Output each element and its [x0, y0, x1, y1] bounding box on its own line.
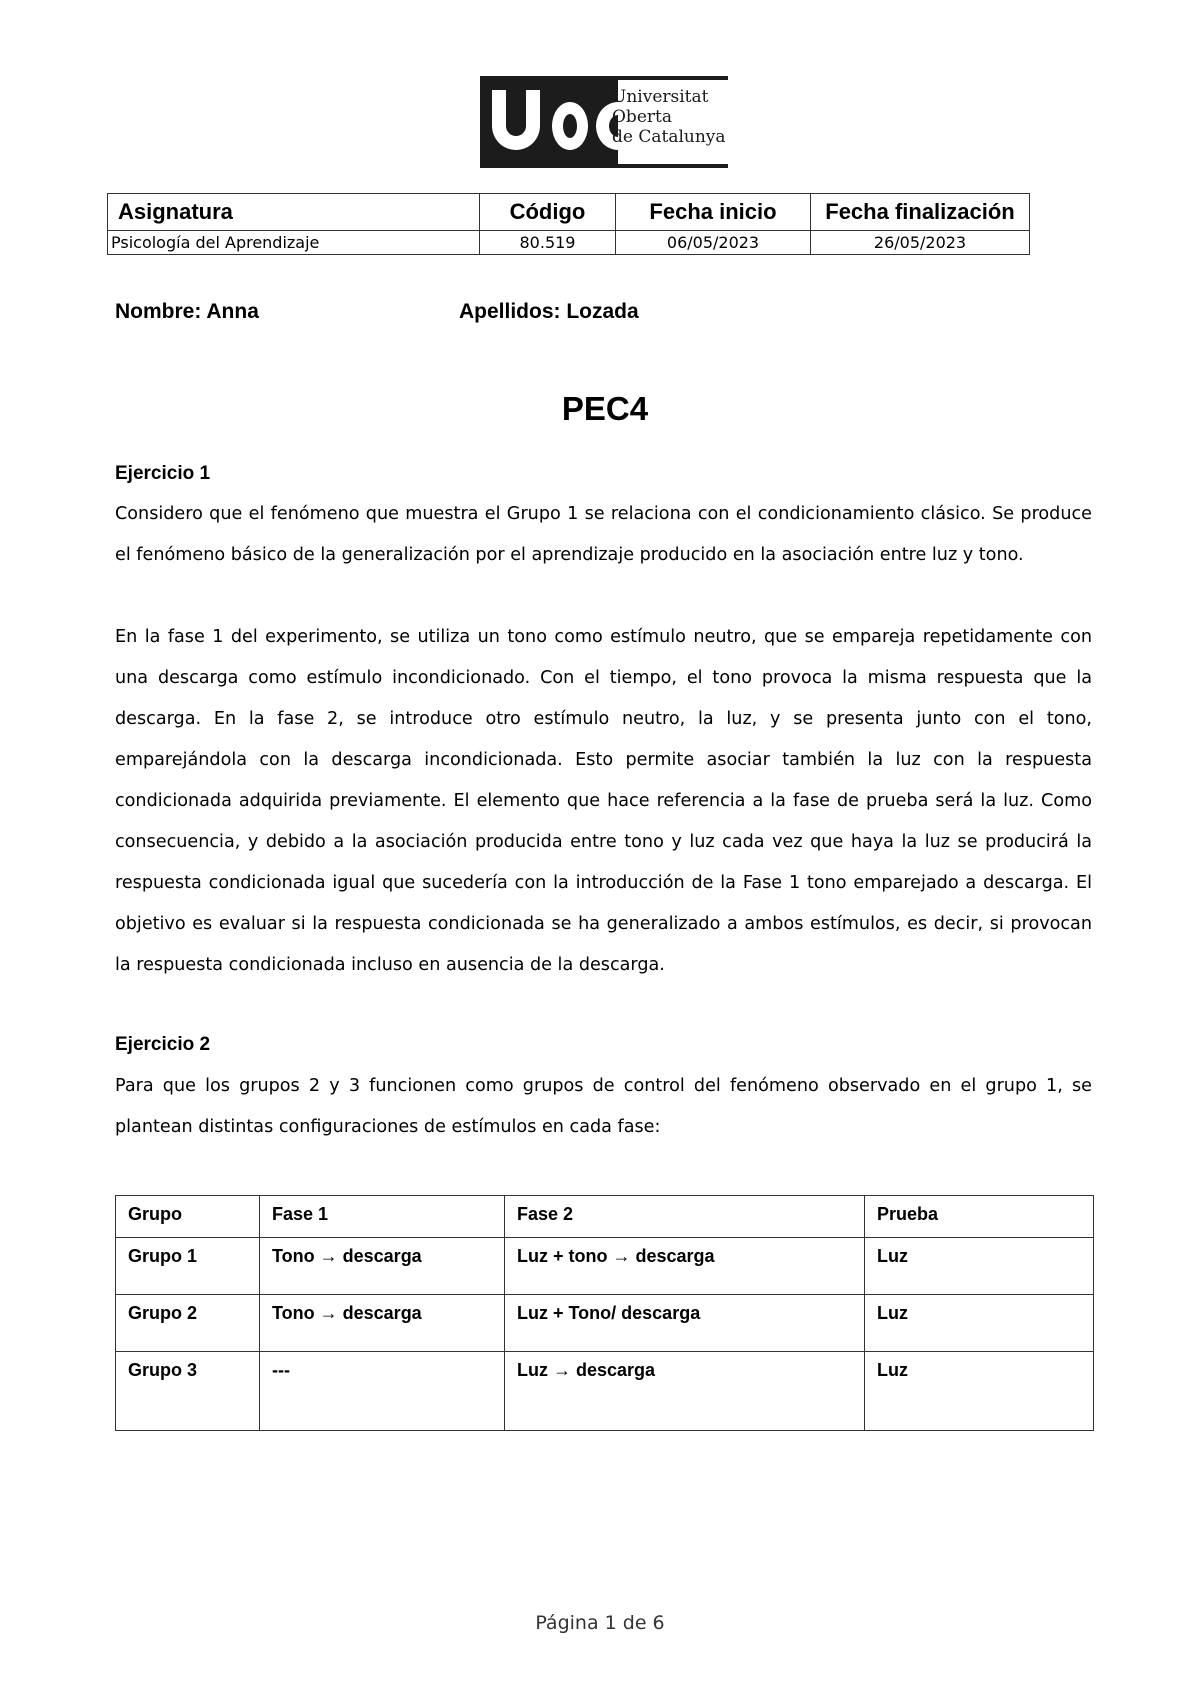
logo-line-3: de Catalunya — [612, 127, 726, 147]
header-fase-1: Fase 1 — [260, 1196, 505, 1238]
value-fecha-finalizacion: 26/05/2023 — [811, 231, 1030, 255]
value-codigo: 80.519 — [480, 231, 616, 255]
header-fecha-inicio: Fecha inicio — [616, 194, 811, 231]
student-name: Nombre: Anna — [115, 300, 259, 323]
course-info-table — [107, 193, 1030, 255]
cell-fase-2: Luz + tono → descarga — [505, 1238, 865, 1295]
cell-prueba: Luz — [865, 1295, 1094, 1352]
groups-header-row — [116, 1196, 1094, 1238]
ejercicio-1-paragraph-1: Considero que el fenómeno que muestra el Grupo 1 se relaciona con el condicionamiento clásico. Se produce el fenómeno básico de la generalización por el aprendizaje producido en la asociación entre luz y tono. — [115, 504, 1092, 565]
header-grupo: Grupo — [116, 1196, 260, 1238]
page-title: PEC4 — [561, 390, 649, 427]
cell-grupo: Grupo 1 — [116, 1238, 260, 1295]
cell-fase-1: --- — [260, 1352, 505, 1431]
cell-fase-1: Tono → descarga — [260, 1238, 505, 1295]
ejercicio-2-heading: Ejercicio 2 — [115, 1034, 211, 1055]
groups-table — [115, 1195, 1094, 1431]
cell-grupo: Grupo 3 — [116, 1352, 260, 1431]
header-asignatura: Asignatura — [108, 194, 480, 231]
cell-fase-2: Luz → descarga — [505, 1352, 865, 1431]
logo-line-2: Oberta — [612, 107, 672, 127]
ejercicio-1-paragraph-2: En la fase 1 del experimento, se utiliza un tono como estímulo neutro, que se empareja repetidamente con una descarga como estímulo incondicionado. Con el tiempo, el tono provoca la misma respuesta que la descarga. En la fase 2, se introduce otro estímulo neutro, la luz, y se presenta junto con el tono, emparejándola con la descarga incondicionada. Esto permite asociar también la luz con la respuesta condicionada adquirida previamente. El elemento que hace referencia a la fase de prueba será la luz. Como consecuencia, y debido a la asociación producida entre tono y luz cada vez que haya la luz se producirá la respuesta condicionada igual que sucedería con la introducción de la Fase 1 tono emparejado a descarga. El objetivo es evaluar si la respuesta condicionada se ha generalizado a ambos estímulos, es decir, si provocan la respuesta condicionada incluso en ausencia de la descarga. — [115, 627, 1092, 975]
ejercicio-1-heading: Ejercicio 1 — [115, 463, 211, 484]
info-header-row — [108, 194, 1030, 231]
value-asignatura: Psicología del Aprendizaje — [108, 231, 480, 255]
ejercicio-2-paragraph-1: Para que los grupos 2 y 3 funcionen como grupos de control del fenómeno observado en el grupo 1, se plantean distintas configuraciones de estímulos en cada fase: — [115, 1076, 1092, 1137]
table-row — [116, 1352, 1094, 1431]
cell-fase-2: Luz + Tono/ descarga — [505, 1295, 865, 1352]
header-fase-2: Fase 2 — [505, 1196, 865, 1238]
header-prueba: Prueba — [865, 1196, 1094, 1238]
header-fecha-finalizacion: Fecha finalización — [811, 194, 1030, 231]
header-codigo: Código — [480, 194, 616, 231]
cell-prueba: Luz — [865, 1352, 1094, 1431]
uoc-logo — [480, 76, 730, 168]
student-surname: Apellidos: Lozada — [459, 300, 639, 323]
value-fecha-inicio: 06/05/2023 — [616, 231, 811, 255]
logo-line-1: Universitat — [612, 87, 709, 107]
cell-grupo: Grupo 2 — [116, 1295, 260, 1352]
page-number: Página 1 de 6 — [535, 1612, 665, 1634]
table-row — [116, 1295, 1094, 1352]
cell-prueba: Luz — [865, 1238, 1094, 1295]
cell-fase-1: Tono → descarga — [260, 1295, 505, 1352]
table-row — [116, 1238, 1094, 1295]
info-value-row — [108, 231, 1030, 255]
